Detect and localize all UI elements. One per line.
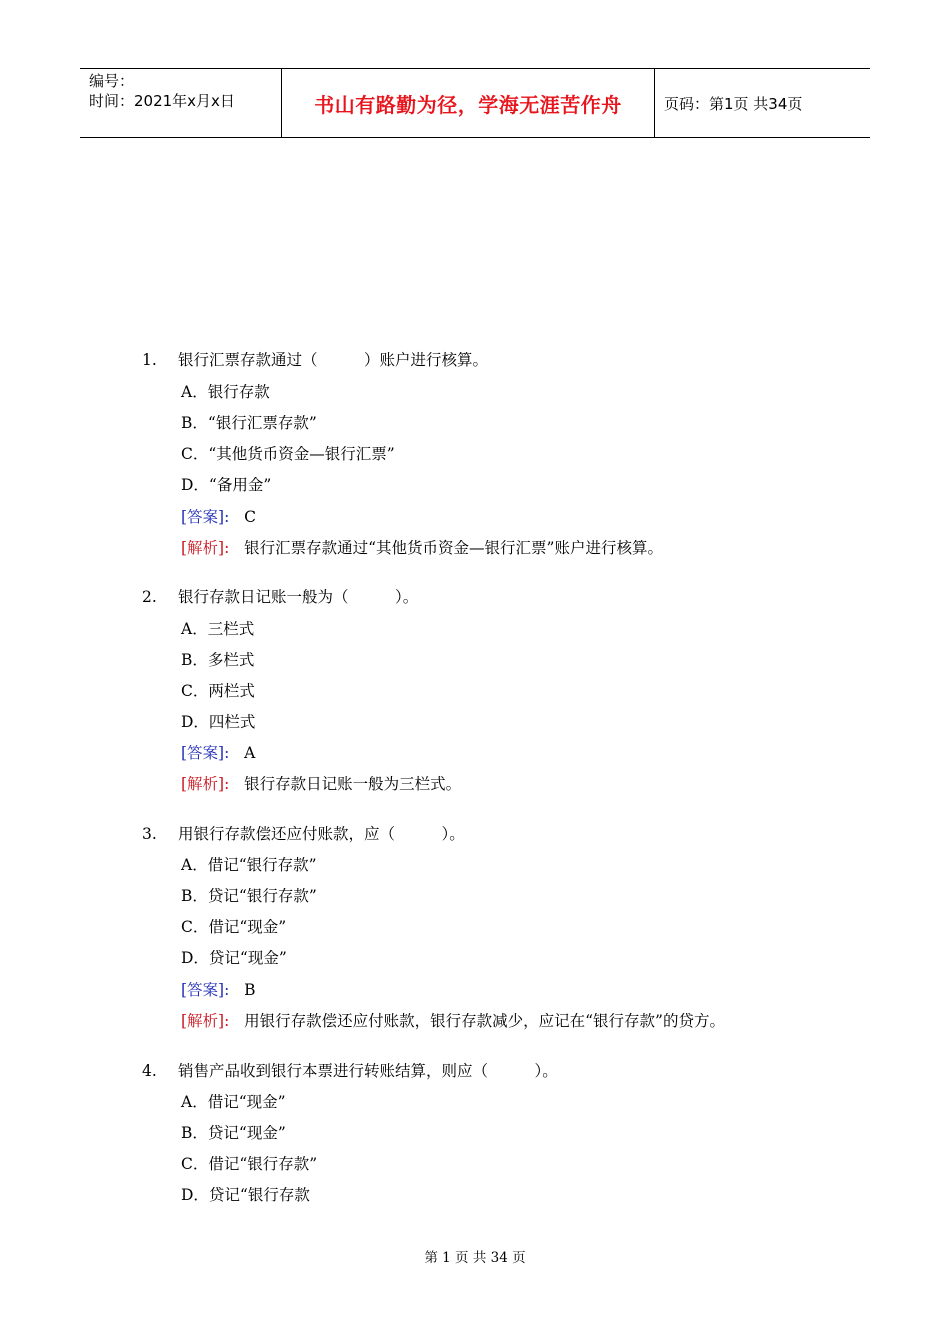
explanation-tag: [解析]: [181,1012,230,1030]
question-number: 2. [142,588,157,606]
option-d: D．贷记“银行存款 [181,1186,310,1204]
question-text: 银行存款日记账一般为（ ）。 [178,588,419,606]
option-b: B．贷记“银行存款” [181,887,317,905]
answer-tag: [答案]: [181,744,230,762]
header-motto: 书山有路勤为径，学海无涯苦作舟 [314,93,622,117]
number-label: 编号： [89,72,135,90]
answer-line [181,505,256,527]
explanation-line [181,536,663,558]
question-number: 1. [142,351,157,369]
header-divider [654,69,655,137]
answer-value: B [244,981,256,999]
option-a: A．借记“现金” [181,1093,286,1111]
option-c: C．“其他货币资金—银行汇票” [181,445,395,463]
question-text: 银行汇票存款通过（ ）账户进行核算。 [178,351,489,369]
explanation-line [181,772,461,794]
explanation-text: 银行汇票存款通过“其他货币资金—银行汇票”账户进行核算。 [244,539,663,557]
explanation-tag: [解析]: [181,775,230,793]
option-c: C．两栏式 [181,682,255,700]
answer-value: C [244,508,256,526]
option-d: D．贷记“现金” [181,949,287,967]
question-stem [142,348,488,370]
option-b: B．“银行汇票存款” [181,414,317,432]
option-d: D．四栏式 [181,713,256,731]
explanation-line [181,1009,725,1031]
question-text: 用银行存款偿还应付账款，应（ ）。 [178,825,465,843]
question-number: 3. [142,825,157,843]
answer-tag: [答案]: [181,981,230,999]
footer-prefix: 第 [424,1250,438,1266]
explanation-text: 银行存款日记账一般为三栏式。 [244,775,462,793]
header-meta [89,71,235,111]
answer-tag: [答案]: [181,508,230,526]
footer-mid: 页 共 [455,1250,487,1266]
option-c: C．借记“现金” [181,918,287,936]
footer-total-pages: 34 [490,1250,508,1266]
option-a: A．三栏式 [181,620,255,638]
explanation-text: 用银行存款偿还应付账款，银行存款减少，应记在“银行存款”的贷方。 [244,1012,725,1030]
option-a: A．银行存款 [181,383,270,401]
question-stem [142,1059,558,1081]
time-label: 时间：2021年x月x日 [89,92,235,110]
option-d: D．“备用金” [181,476,272,494]
question-text: 销售产品收到银行本票进行转账结算，则应（ ）。 [178,1062,558,1080]
answer-value: A [244,744,256,762]
header-page-info: 页码：第1页 共34页 [664,95,803,113]
footer-page-number: 1 [442,1250,451,1266]
answer-line [181,978,256,1000]
question-stem [142,585,418,607]
page-header [80,68,870,138]
explanation-tag: [解析]: [181,539,230,557]
option-b: B．贷记“现金” [181,1124,286,1142]
option-b: B．多栏式 [181,651,255,669]
answer-line [181,741,255,763]
question-number: 4. [142,1062,157,1080]
footer-suffix: 页 [512,1250,526,1266]
option-c: C．借记“银行存款” [181,1155,318,1173]
option-a: A．借记“银行存款” [181,856,317,874]
page-footer [0,1246,950,1266]
question-stem [142,822,465,844]
